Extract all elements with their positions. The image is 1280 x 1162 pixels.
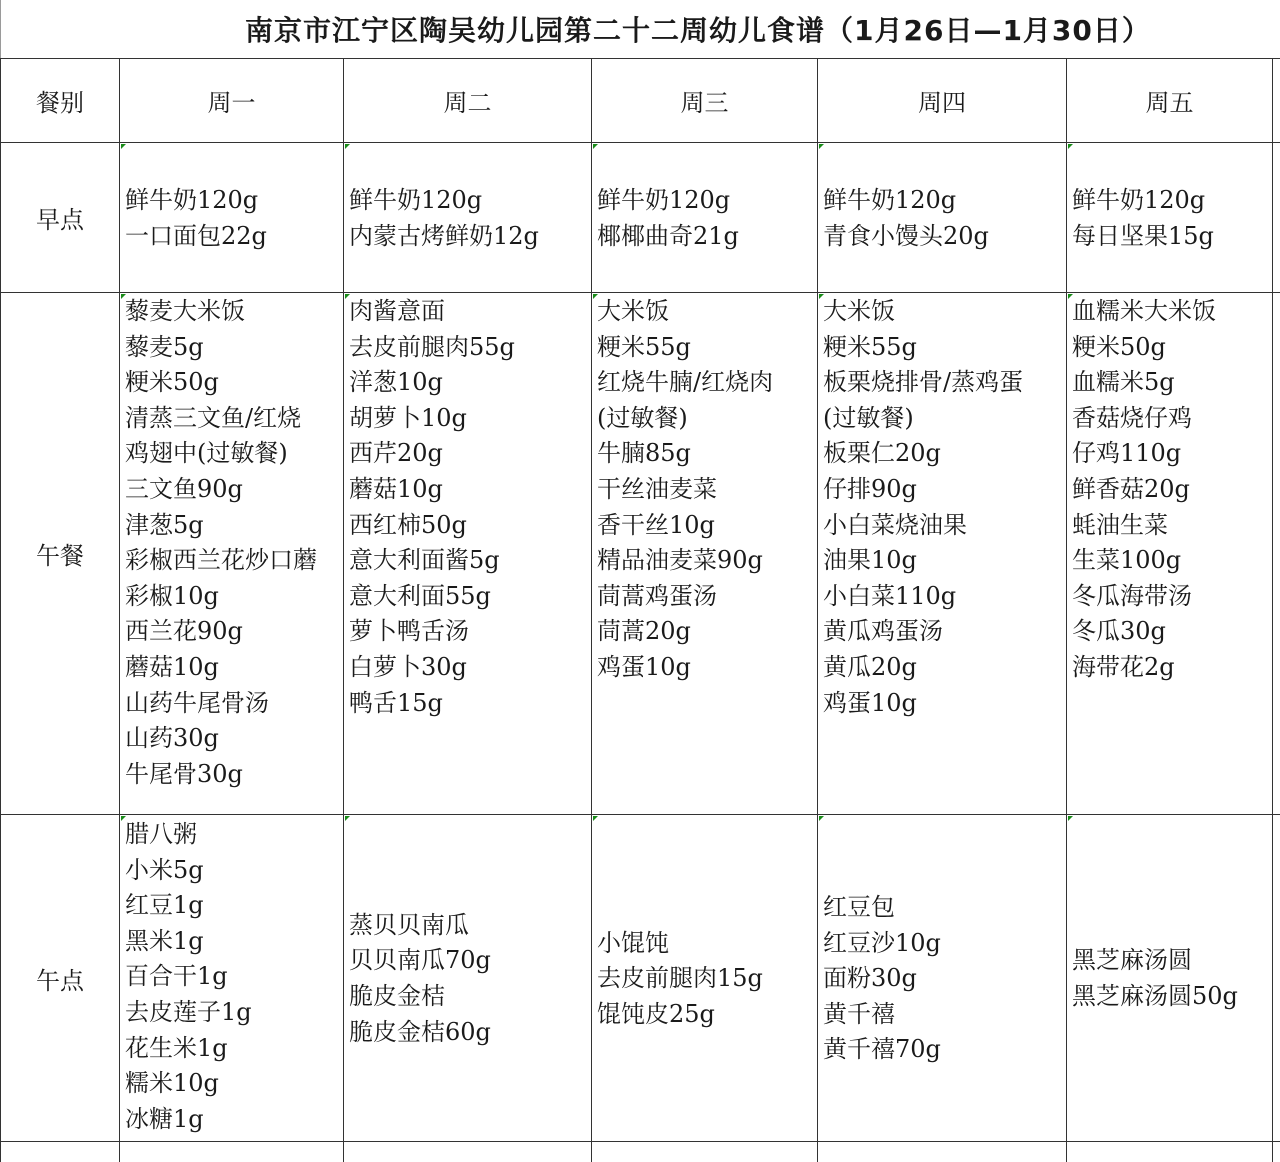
menu-item: 鲜香菇20g [1072,472,1272,508]
menu-item: 蘑菇10g [349,472,591,508]
menu-item: 茼蒿鸡蛋汤 [597,579,817,615]
menu-cell [592,293,818,815]
menu-item: 冬瓜30g [1072,614,1272,650]
menu-item: 胡萝卜10g [349,401,591,437]
menu-item: 腊八粥 [125,817,343,853]
menu-item: 黄千禧 [823,997,1066,1033]
menu-item: 百合干1g [125,959,343,995]
menu-item: 白萝卜30g [349,650,591,686]
blank-cell [1,1142,120,1162]
menu-item: 干丝油麦菜 [597,472,817,508]
menu-item: 彩椒10g [125,579,343,615]
extra-cell [1273,1142,1280,1162]
menu-cell [1067,293,1273,815]
menu-item: 牛尾骨30g [125,757,343,793]
extra-cell [1273,815,1280,1142]
menu-cell [120,143,344,293]
menu-item: 脆皮金桔 [349,979,591,1015]
header-row [1,59,1280,143]
menu-item: 贝贝南瓜70g [349,943,591,979]
menu-item: 鲜牛奶120g [597,183,817,219]
blank-cell [818,1142,1067,1162]
menu-item: 鲜牛奶120g [823,183,1066,219]
menu-item: 鲜牛奶120g [125,183,343,219]
menu-item: 西红柿50g [349,508,591,544]
blank-row [1,1142,1280,1162]
menu-item: 藜麦5g [125,330,343,366]
menu-item: 牛腩85g [597,436,817,472]
menu-item: 粳米50g [125,365,343,401]
menu-item: 黑芝麻汤圆 [1072,943,1272,979]
menu-cell [120,815,344,1142]
meal-type-header: 餐别 [1,59,120,143]
menu-item: 海带花2g [1072,650,1272,686]
menu-item: 花生米1g [125,1031,343,1067]
menu-item: 板栗烧排骨/蒸鸡蛋 [823,365,1066,401]
meal-label-breakfast: 早点 [1,143,120,293]
menu-item: 板栗仁20g [823,436,1066,472]
menu-item: 山药30g [125,721,343,757]
menu-item: 鸭舌15g [349,686,591,722]
menu-item: (过敏餐) [597,401,817,437]
menu-item: 小白菜110g [823,579,1066,615]
menu-item: 大米饭 [823,294,1066,330]
menu-item: 黄千禧70g [823,1032,1066,1068]
day-header-wed: 周三 [592,59,818,143]
menu-item: 椰椰曲奇21g [597,219,817,255]
menu-item: 去皮前腿肉15g [597,961,817,997]
menu-item: 去皮莲子1g [125,995,343,1031]
menu-item: 红烧牛腩/红烧肉 [597,365,817,401]
menu-item: 脆皮金桔60g [349,1015,591,1051]
menu-item: 肉酱意面 [349,294,591,330]
menu-cell [344,815,592,1142]
menu-item: 粳米50g [1072,330,1272,366]
menu-item: 面粉30g [823,961,1066,997]
blank-cell [120,1142,344,1162]
menu-item: 大米饭 [597,294,817,330]
menu-item: 一口面包22g [125,219,343,255]
menu-item: 萝卜鸭舌汤 [349,614,591,650]
menu-cell [592,815,818,1142]
menu-item: 小米5g [125,853,343,889]
menu-item: 仔排90g [823,472,1066,508]
snack-row [1,815,1280,1142]
menu-item: 血糯米大米饭 [1072,294,1272,330]
menu-item: 洋葱10g [349,365,591,401]
extra-cell [1273,293,1280,815]
menu-cell [1067,815,1273,1142]
lunch-row [1,293,1280,815]
menu-item: 红豆沙10g [823,926,1066,962]
menu-cell [1067,143,1273,293]
menu-item: 小白菜烧油果 [823,508,1066,544]
menu-item: 内蒙古烤鲜奶12g [349,219,591,255]
menu-item: 鸡翅中(过敏餐) [125,436,343,472]
menu-item: 意大利面55g [349,579,591,615]
blank-cell [1067,1142,1273,1162]
menu-item: 青食小馒头20g [823,219,1066,255]
menu-item: 蘑菇10g [125,650,343,686]
menu-cell [120,293,344,815]
weekly-menu-table [0,58,1280,1162]
day-header-mon: 周一 [120,59,344,143]
menu-item: 小馄饨 [597,926,817,962]
menu-item: (过敏餐) [823,401,1066,437]
menu-item: 西兰花90g [125,614,343,650]
menu-item: 去皮前腿肉55g [349,330,591,366]
menu-item: 精品油麦菜90g [597,543,817,579]
day-header-tue: 周二 [344,59,592,143]
menu-item: 香干丝10g [597,508,817,544]
menu-item: 鸡蛋10g [823,686,1066,722]
menu-item: 红豆包 [823,890,1066,926]
menu-item: 仔鸡110g [1072,436,1272,472]
menu-item: 清蒸三文鱼/红烧 [125,401,343,437]
menu-cell [818,143,1067,293]
menu-item: 鲜牛奶120g [349,183,591,219]
menu-cell [344,293,592,815]
menu-item: 油果10g [823,543,1066,579]
menu-cell [818,815,1067,1142]
menu-item: 冬瓜海带汤 [1072,579,1272,615]
menu-cell [818,293,1067,815]
blank-cell [592,1142,818,1162]
menu-item: 冰糖1g [125,1102,343,1138]
day-header-thu: 周四 [818,59,1067,143]
menu-item: 糯米10g [125,1066,343,1102]
menu-item: 彩椒西兰花炒口蘑 [125,543,343,579]
menu-item: 黄瓜20g [823,650,1066,686]
menu-item: 红豆1g [125,888,343,924]
breakfast-row [1,143,1280,293]
menu-item: 香菇烧仔鸡 [1072,401,1272,437]
menu-item: 血糯米5g [1072,365,1272,401]
menu-item: 蒸贝贝南瓜 [349,908,591,944]
menu-item: 黑芝麻汤圆50g [1072,979,1272,1015]
menu-item: 津葱5g [125,508,343,544]
meal-label-snack: 午点 [1,815,120,1142]
menu-item: 西芹20g [349,436,591,472]
extra-cell [1273,143,1280,293]
menu-item: 藜麦大米饭 [125,294,343,330]
menu-item: 每日坚果15g [1072,219,1272,255]
blank-cell [344,1142,592,1162]
menu-item: 鸡蛋10g [597,650,817,686]
menu-cell [344,143,592,293]
menu-item: 鲜牛奶120g [1072,183,1272,219]
menu-cell [592,143,818,293]
meal-label-lunch: 午餐 [1,293,120,815]
menu-item: 黄瓜鸡蛋汤 [823,614,1066,650]
menu-item: 粳米55g [823,330,1066,366]
menu-title: 南京市江宁区陶吴幼儿园第二十二周幼儿食谱（1月26日—1月30日） [0,0,1280,58]
menu-item: 意大利面酱5g [349,543,591,579]
menu-item: 黑米1g [125,924,343,960]
menu-item: 茼蒿20g [597,614,817,650]
extra-column [1273,59,1280,143]
menu-item: 生菜100g [1072,543,1272,579]
menu-item: 粳米55g [597,330,817,366]
day-header-fri: 周五 [1067,59,1273,143]
menu-item: 蚝油生菜 [1072,508,1272,544]
menu-item: 三文鱼90g [125,472,343,508]
menu-item: 馄饨皮25g [597,997,817,1033]
menu-item: 山药牛尾骨汤 [125,686,343,722]
